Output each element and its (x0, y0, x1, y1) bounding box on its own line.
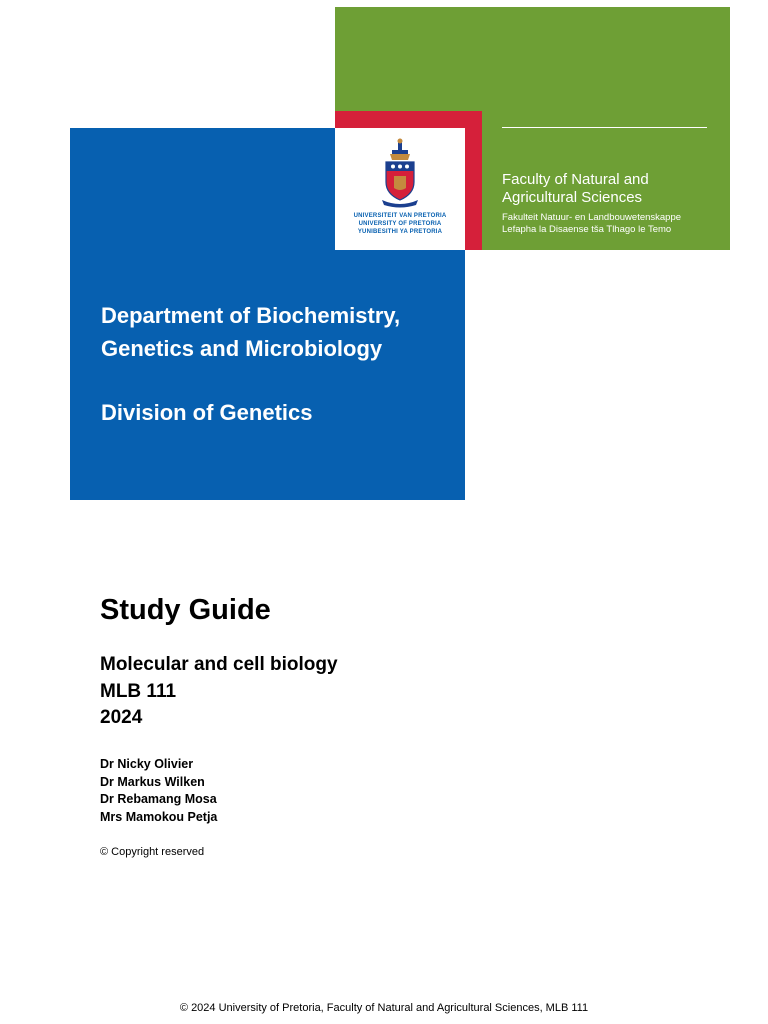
university-crest-icon (380, 138, 420, 208)
department-title-line: Department of Biochemistry, (101, 303, 401, 328)
author-name: Dr Markus Wilken (100, 774, 205, 789)
faculty-afrikaans-name: Fakulteit Natuur- en Landbouwetenskappe (502, 212, 682, 223)
faculty-name-line: Faculty of Natural and (502, 171, 649, 188)
university-name (335, 212, 465, 236)
faculty-sepedi-name: Lefapha la Disaense tša Tlhago le Temo (502, 224, 672, 235)
division-title: Division of Genetics (101, 400, 313, 425)
university-name-afrikaans: UNIVERSITEIT VAN PRETORIA (353, 213, 447, 219)
university-name-sepedi: YUNIBESITHI YA PRETORIA (357, 229, 443, 235)
department-title-line: Genetics and Microbiology (101, 336, 383, 361)
course-name: Molecular and cell biology (100, 654, 338, 675)
faculty-name (502, 171, 722, 207)
faculty-divider (502, 127, 707, 128)
author-list (100, 756, 217, 826)
copyright-note: © Copyright reserved (100, 846, 205, 858)
page-footer: © 2024 University of Pretoria, Faculty of Natural and Agricultural Sciences, MLB 111 (179, 1002, 589, 1014)
author-name: Dr Nicky Olivier (100, 757, 194, 771)
course-info (100, 652, 338, 732)
faculty-alt-names (502, 212, 727, 236)
document-title: Study Guide (100, 594, 271, 626)
university-name-english: UNIVERSITY OF PRETORIA (358, 221, 442, 227)
course-year: 2024 (100, 707, 143, 728)
course-code: MLB 111 (100, 680, 177, 702)
author-name: Dr Rebamang Mosa (100, 792, 217, 807)
university-logo (335, 128, 465, 250)
faculty-name-line: Agricultural Sciences (502, 189, 643, 206)
author-name: Mrs Mamokou Petja (100, 809, 218, 824)
department-title (101, 299, 461, 365)
